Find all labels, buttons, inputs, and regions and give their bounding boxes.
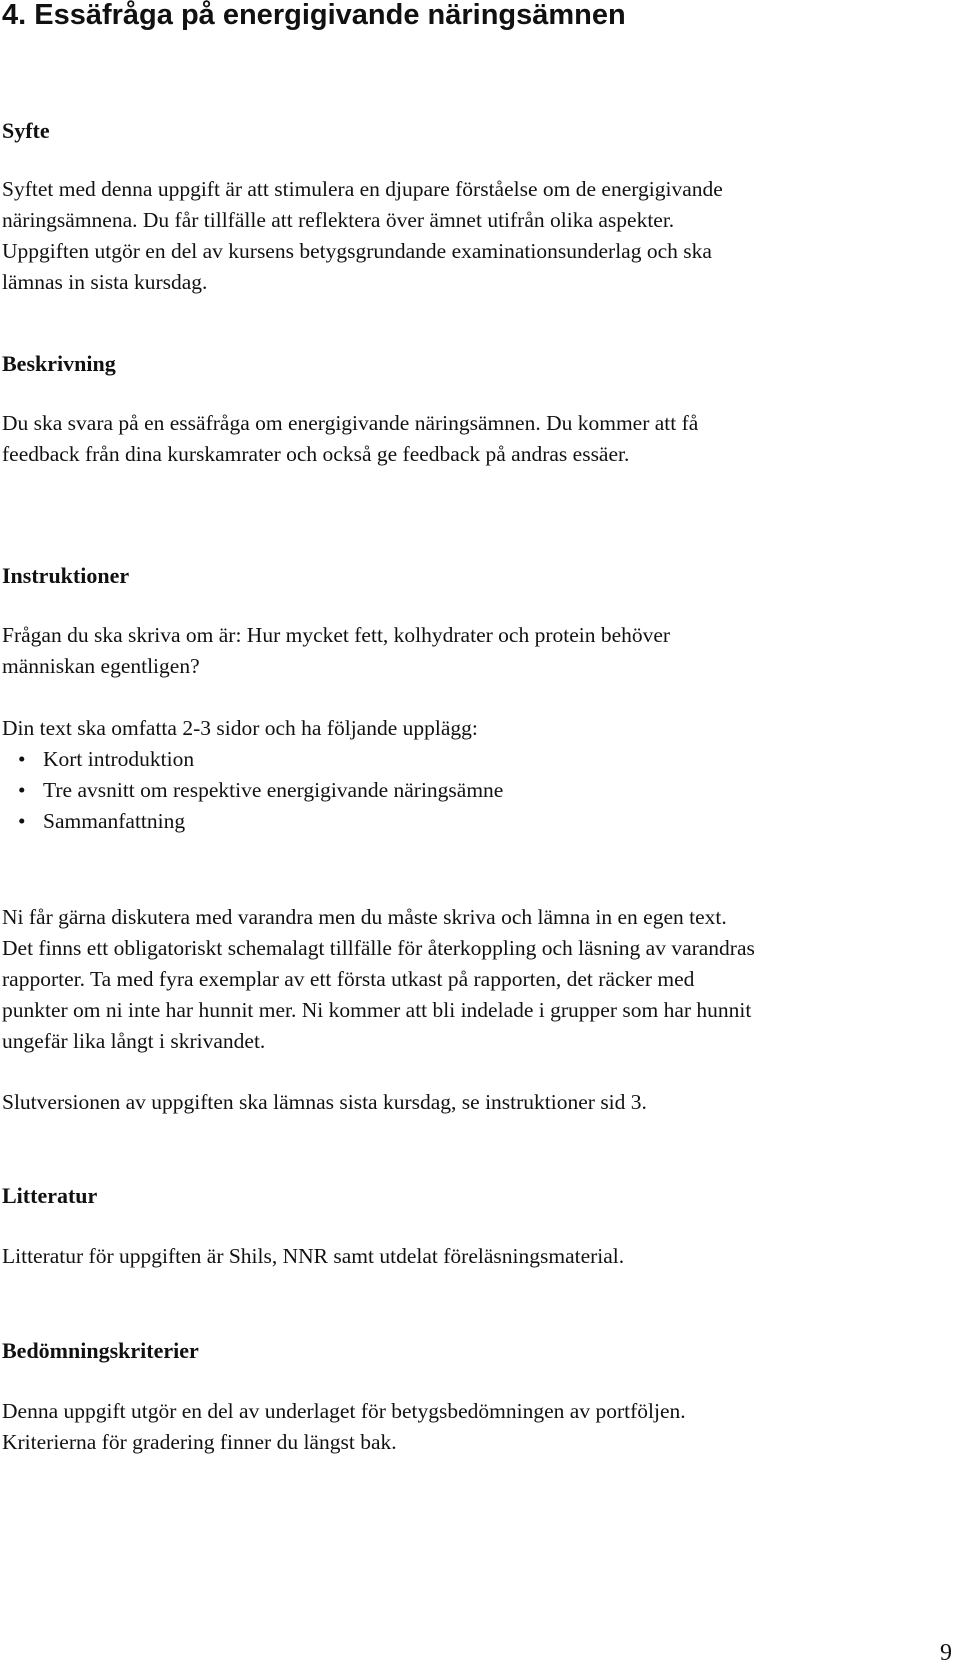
- list-item: [2, 806, 503, 837]
- collab-line-4: punkter om ni inte har hunnit mer. Ni kommer att bli indelade i grupper som har hunnit: [2, 998, 752, 1022]
- list-item: [2, 775, 503, 806]
- collaboration-paragraph: [2, 902, 952, 1057]
- structure-intro: [2, 713, 952, 744]
- syfte-line-1: Syftet med denna uppgift är att stimulera en djupare förståelse om de energigivande: [2, 177, 723, 201]
- syfte-line-4: lämnas in sista kursdag.: [2, 270, 208, 294]
- list-item-text: Sammanfattning: [43, 809, 186, 833]
- bedomning-heading: Bedömningskriterier: [2, 1338, 199, 1363]
- list-item: [2, 744, 503, 775]
- litteratur-heading: Litteratur: [2, 1183, 98, 1208]
- list-item-text: Tre avsnitt om respektive energigivande näringsämne: [43, 778, 504, 802]
- syfte-heading: Syfte: [2, 118, 50, 143]
- final-version-paragraph: [2, 1087, 952, 1118]
- litteratur-paragraph: [2, 1241, 952, 1272]
- beskrivning-paragraph: [2, 408, 952, 470]
- structure-intro-line: Din text ska omfatta 2-3 sidor och ha följande upplägg:: [2, 716, 478, 740]
- collab-line-1: Ni får gärna diskutera med varandra men du måste skriva och lämna in en egen text.: [2, 905, 727, 929]
- question-line-2: människan egentligen?: [2, 654, 200, 678]
- syfte-line-3: Uppgiften utgör en del av kursens betygsgrundande examinationsunderlag och ska: [2, 239, 712, 263]
- litteratur-line-1: Litteratur för uppgiften är Shils, NNR samt utdelat föreläsningsmaterial.: [2, 1244, 625, 1268]
- structure-list: [2, 744, 503, 837]
- final-line-1: Slutversionen av uppgiften ska lämnas sista kursdag, se instruktioner sid 3.: [2, 1090, 647, 1114]
- bedomning-line-1: Denna uppgift utgör en del av underlaget för betygsbedömningen av portföljen.: [2, 1399, 686, 1423]
- syfte-paragraph: [2, 174, 952, 298]
- bedomning-line-2: Kriterierna för gradering finner du längst bak.: [2, 1430, 397, 1454]
- collab-line-5: ungefär lika långt i skrivandet.: [2, 1029, 266, 1053]
- bedomning-paragraph: [2, 1396, 952, 1458]
- beskrivning-line-1: Du ska svara på en essäfråga om energigivande näringsämnen. Du kommer att få: [2, 411, 699, 435]
- list-item-text: Kort introduktion: [43, 747, 195, 771]
- beskrivning-line-2: feedback från dina kurskamrater och också ge feedback på andras essäer.: [2, 442, 630, 466]
- bullet-icon: •: [18, 778, 26, 802]
- collab-line-2: Det finns ett obligatoriskt schemalagt tillfälle för återkoppling och läsning av varandras: [2, 936, 755, 960]
- instruktioner-question: [2, 620, 952, 682]
- bullet-icon: •: [18, 809, 26, 833]
- page-number: 9: [940, 1640, 952, 1666]
- bullet-icon: •: [18, 747, 26, 771]
- beskrivning-heading: Beskrivning: [2, 351, 116, 376]
- instruktioner-heading: Instruktioner: [2, 563, 130, 588]
- syfte-line-2: näringsämnena. Du får tillfälle att reflektera över ämnet utifrån olika aspekter.: [2, 208, 675, 232]
- document-title: 4. Essäfråga på energigivande näringsämnen: [2, 0, 626, 31]
- question-line-1: Frågan du ska skriva om är: Hur mycket fett, kolhydrater och protein behöver: [2, 623, 671, 647]
- collab-line-3: rapporter. Ta med fyra exemplar av ett första utkast på rapporten, det räcker med: [2, 967, 695, 991]
